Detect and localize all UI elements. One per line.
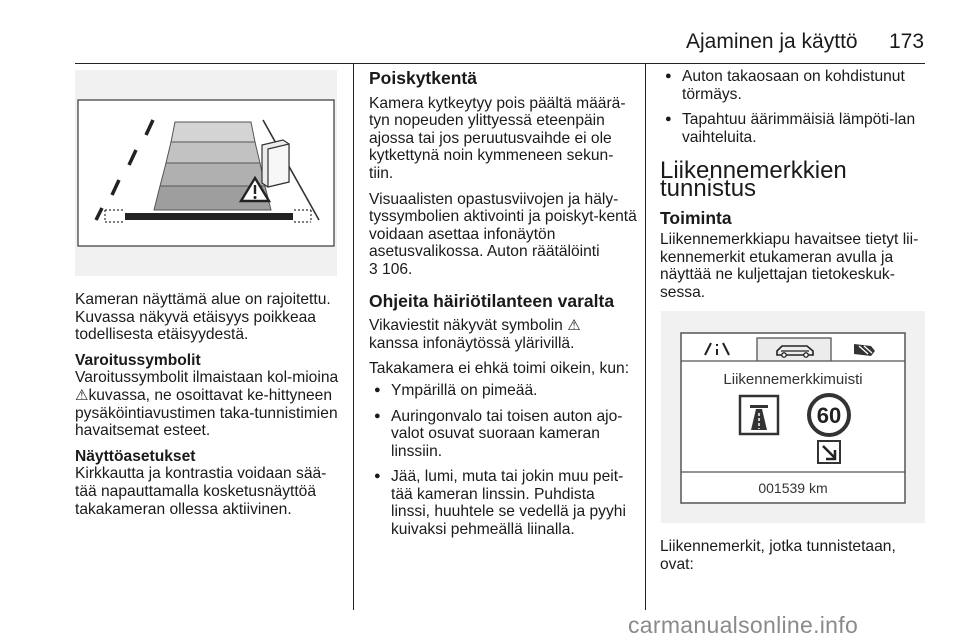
- speed-limit-value: 60: [816, 403, 842, 428]
- switch-off-text-2: Visuaalisten opastusviivojen ja häly-tyssymbolien aktivointi ja poiskyt-kentä voidaan asettaa infonäytön asetusvalikossa. Auton räätälöinti 3 106.: [369, 190, 637, 278]
- page-reference-link[interactable]: 106.: [382, 260, 413, 278]
- list-item: ● Jää, lumi, muta tai jokin muu peit-tää kameran linssin. Puhdista linssi, huuhtele se vedellä ja pyyhi kuivaksi pehmeällä liinalla.: [369, 468, 637, 538]
- recognized-signs-intro: Liikennemerkit, jotka tunnistetaan, ovat:: [660, 538, 896, 573]
- odometer-readout: 001539 km: [758, 480, 828, 496]
- display-settings-heading: Näyttöasetukset: [75, 447, 196, 465]
- warning-symbols-text: Varoitussymbolit ilmaistaan kol-mioina ⚠kuvassa, ne osoittavat ke-hittyneen pysäköintiavustimen taka-tunnistimien havaitsemat esteet.: [75, 369, 339, 440]
- fault-conditions-intro: Takakamera ei ehkä toimi oikein, kun:: [369, 360, 630, 378]
- fault-conditions-list: [369, 382, 637, 539]
- column-3-bottom: [660, 538, 928, 581]
- fault-text: Vikaviestit näkyvät symbolin ⚠ kanssa infonäytössä ylärivillä.: [369, 317, 581, 352]
- warning-triangle-icon: ⚠: [75, 386, 89, 404]
- column-1: [75, 291, 345, 526]
- page-number: 173: [889, 30, 925, 53]
- warning-triangle-icon: ⚠: [567, 317, 581, 335]
- column-divider-1: [353, 64, 354, 610]
- list-item: ● Ympärillä on pimeää.: [369, 382, 637, 400]
- display-settings-text: Kirkkautta ja kontrastia voidaan sää-tää napauttamalla kosketusnäyttöä takakameran ollessa aktiivinen.: [75, 465, 327, 518]
- traffic-sign-display: [661, 311, 925, 523]
- warning-symbols-heading: Varoitussymbolit: [75, 351, 201, 369]
- column-2: [369, 70, 637, 547]
- function-text: Liikennemerkkiapu havaitsee tietyt lii-kennemerkit etukameran avulla ja näyttää ne kuljettajan tietokeskuk-sessa.: [660, 231, 919, 301]
- header-title: Ajaminen ja käyttö: [686, 30, 858, 53]
- display-title: Liikennemerkkimuisti: [723, 371, 863, 388]
- camera-caption: Kameran näyttämä alue on rajoitettu. Kuvassa näkyvä etäisyys poikkeaa todellisesta etäisyydestä.: [75, 291, 331, 344]
- list-item: ● Auton takaosaan on kohdistunut törmäys.: [660, 68, 928, 103]
- function-heading: Toiminta: [660, 207, 732, 228]
- fault-conditions-list-continued: [660, 68, 928, 146]
- section-heading: Liikennemerkkien tunnistus: [660, 157, 847, 202]
- column-divider-2: [645, 64, 646, 610]
- switch-off-heading: Poiskytkentä: [369, 68, 477, 88]
- header-rule: [75, 63, 925, 64]
- traffic-sign-figure: [661, 311, 925, 523]
- fault-heading: Ohjeita häiriötilanteen varalta: [369, 290, 615, 311]
- list-item: ● Auringonvalo tai toisen auton ajo-valot osuvat suoraan kameran linssiin.: [369, 408, 637, 461]
- list-item: ● Tapahtuu äärimmäisiä lämpöti-lan vaihteluita.: [660, 111, 928, 146]
- rear-camera-figure: [75, 70, 337, 276]
- watermark: carmanualsonline.info: [628, 612, 859, 638]
- rear-camera-illustration: [75, 70, 337, 276]
- switch-off-text-1: Kamera kytkeytyy pois päältä määrä-tyn nopeuden ylittyessä eteenpäin ajossa tai jos peruutusvaihde ei ole kytkettynä noin kymmeneen sekun-tiin.: [369, 94, 626, 182]
- column-3: [660, 68, 928, 310]
- page-reference-arrow: 3: [369, 260, 378, 278]
